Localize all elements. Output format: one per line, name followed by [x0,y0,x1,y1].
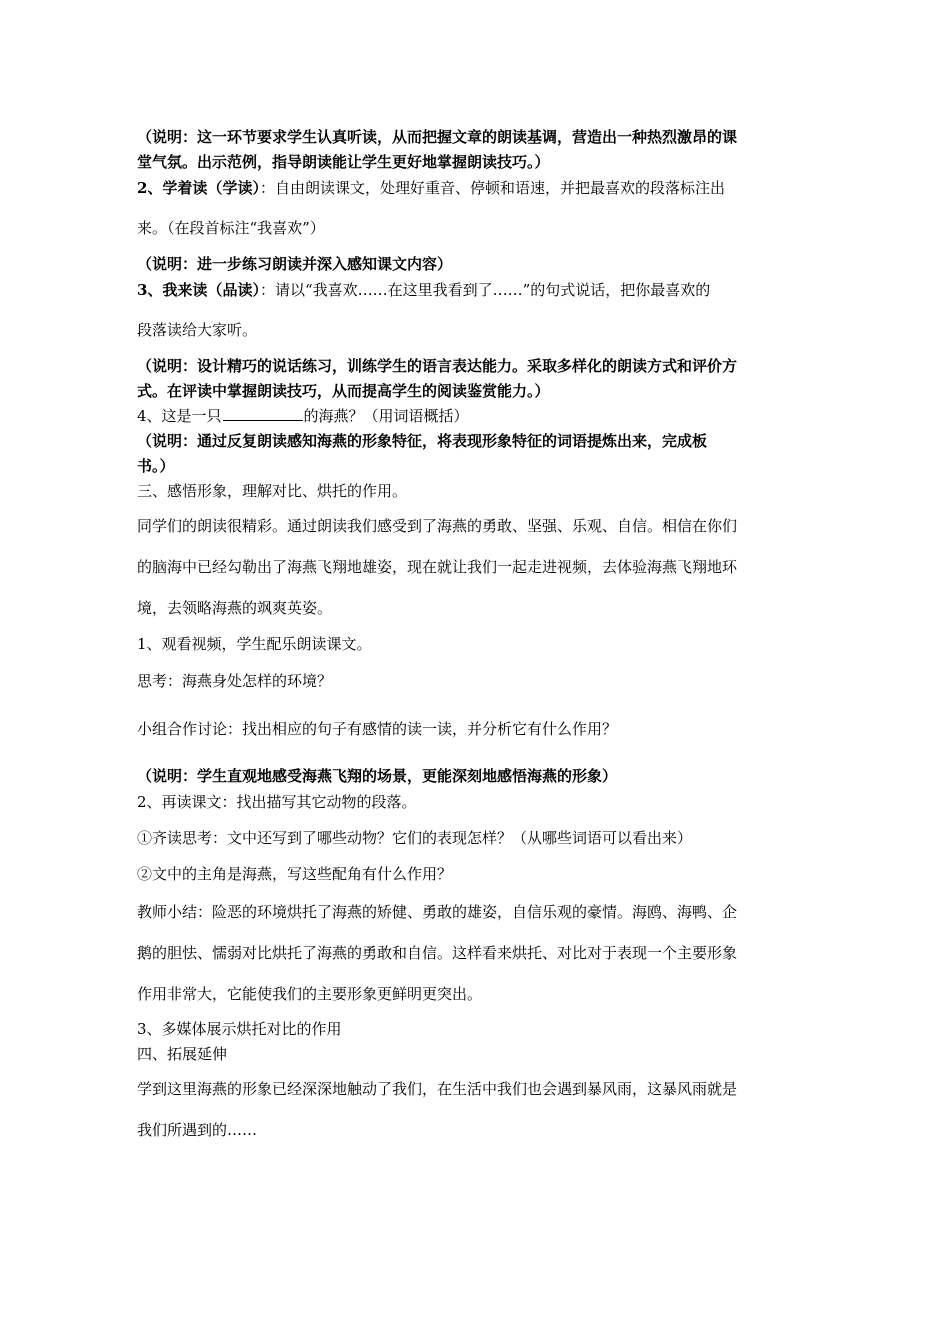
step-3-line-2: 段落读给大家听。 [137,321,258,339]
group-discussion: 小组合作讨论：找出相应的句子有感情的读一读，并分析它有什么作用？ [137,720,618,738]
item-2: 2、再读课文：找出描写其它动物的段落。 [137,793,417,811]
step-2-line-1 [137,178,817,198]
item-1: 1、观看视频，学生配乐朗读课文。 [137,635,372,653]
item-3: 3、多媒体展示烘托对比的作用 [137,1020,342,1038]
step-2-heading: 2、学着读（学读） [137,179,260,197]
summary-line-1: 教师小结：险恶的环境烘托了海燕的矫健、勇敢的雄姿，自信乐观的豪情。海鸥、海鸭、企 [137,903,738,921]
para-2-line-2: 我们所遇到的…… [137,1121,258,1139]
note-5: （说明：学生直观地感受海燕飞翔的场景，更能深刻地感悟海燕的形象） [137,767,618,785]
note-1-line-1: （说明：这一环节要求学生认真听读，从而把握文章的朗读基调，营造出一种热烈激昂的课 [137,128,738,146]
section-3-title: 三、感悟形象，理解对比、烘托的作用。 [137,482,408,500]
step-4-after: 的海燕？（用词语概括） [303,407,469,425]
note-4-line-1: （说明：通过反复朗读感知海燕的形象特征，将表现形象特征的词语提炼出来，完成板 [137,432,708,450]
note-1-line-2: 堂气氛。出示范例，指导朗读能让学生更好地掌握朗读技巧。） [137,153,550,171]
summary-line-2: 鹅的胆怯、懦弱对比烘托了海燕的勇敢和自信。这样看来烘托、对比对于表现一个主要形象 [137,944,738,962]
para-1-line-1: 同学们的朗读很精彩。通过朗读我们感受到了海燕的勇敢、坚强、乐观、自信。相信在你们 [137,517,738,535]
think-question: 思考：海燕身处怎样的环境？ [137,672,333,690]
note-4-line-2: 书。） [137,457,175,475]
circle-item-2: ②文中的主角是海燕，写这些配角有什么作用？ [137,865,453,883]
step-3-line-1 [137,280,817,300]
step-3-heading: 3、我来读（品读） [137,281,260,299]
step-4 [137,406,817,426]
para-1-line-2: 的脑海中已经勾勒出了海燕飞翔地雄姿，现在就让我们一起走进视频，去体验海燕飞翔地环 [137,558,738,576]
note-3-line-2: 式。在评读中掌握朗读技巧，从而提高学生的阅读鉴赏能力。） [137,382,550,400]
fill-in-blank [223,406,303,421]
step-4-before: 4、这是一只 [137,407,222,425]
step-3-text: ：请以“我喜欢……在这里我看到了……”的句式说话，把你最喜欢的 [259,281,711,299]
section-4-title: 四、拓展延伸 [137,1045,228,1063]
note-3-line-1: （说明：设计精巧的说话练习，训练学生的语言表达能力。采取多样化的朗读方式和评价方 [137,357,738,375]
summary-line-3: 作用非常大，它能使我们的主要形象更鲜明更突出。 [137,985,483,1003]
para-1-line-3: 境，去领略海燕的飒爽英姿。 [137,599,333,617]
note-2: （说明：进一步练习朗读并深入感知课文内容） [137,255,453,273]
para-2-line-1: 学到这里海燕的形象已经深深地触动了我们，在生活中我们也会遇到暴风雨，这暴风雨就是 [137,1080,738,1098]
step-2-line-2: 来。（在段首标注“我喜欢”） [137,219,325,237]
circle-item-1: ①齐读思考：文中还写到了哪些动物？它们的表现怎样？（从哪些词语可以看出来） [137,829,693,847]
step-2-text: ：自由朗读课文，处理好重音、停顿和语速，并把最喜欢的段落标注出 [259,179,725,197]
